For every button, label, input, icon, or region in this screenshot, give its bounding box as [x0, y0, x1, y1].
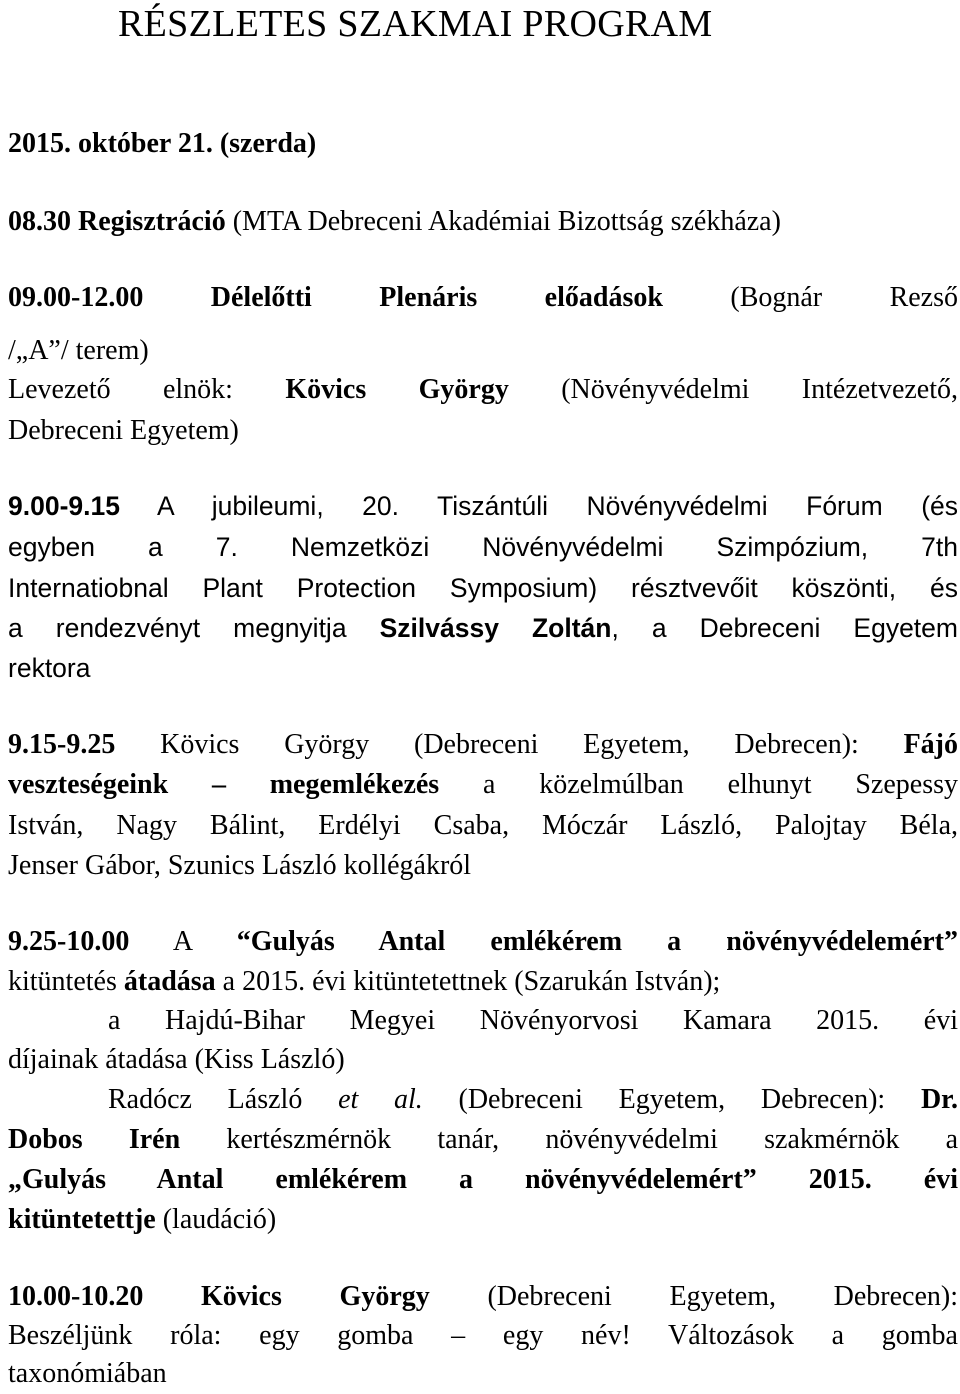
item2-text-3: István, Nagy Bálint, Erdélyi Csaba, Móczár László, Palojtay Béla,	[8, 810, 958, 841]
item1-line-4	[8, 608, 958, 648]
registration-location: (MTA Debreceni Akadémiai Bizottság székháza)	[232, 206, 781, 237]
item3-line-7	[8, 1160, 958, 1200]
item3-text-5d: Dr.	[920, 1084, 959, 1115]
item1-text-4a: a rendezvényt megnyitja	[8, 613, 347, 643]
item1-text-1: A jubileumi, 20. Tiszántúli Növényvédelmi Fórum (és	[157, 491, 959, 521]
chair-label: Levezető elnök:	[8, 374, 233, 405]
item4-text-1b: (Debreceni Egyetem, Debrecen):	[487, 1281, 959, 1312]
plenary-line-2	[8, 331, 958, 371]
item2-title-1: Fájó	[903, 729, 959, 760]
item2-text-4: Jenser Gábor, Szunics László kollégákról	[8, 850, 472, 881]
item1-line-5	[8, 648, 958, 688]
chair-affiliation: (Növényvédelmi Intézetvezető,	[561, 374, 959, 405]
item3-honoree-name: Dobos Irén	[8, 1124, 181, 1155]
item1-line-3	[8, 568, 958, 608]
plenary-line-1	[8, 278, 958, 318]
program-date	[8, 124, 958, 164]
plenary-title: 09.00-12.00 Délelőtti Plenáris előadások	[8, 282, 663, 313]
item3-text-3: a Hajdú-Bihar Megyei Növényorvosi Kamara 2015. évi	[108, 1005, 958, 1036]
item3-text-5a: Radócz László	[108, 1084, 303, 1115]
item1-text-4c: , a Debreceni Egyetem	[611, 613, 958, 643]
item4-line-1	[8, 1277, 958, 1317]
chair-name: Kövics György	[285, 374, 509, 405]
plenary-chair-line-2	[8, 411, 958, 451]
item3-line-5	[108, 1080, 958, 1120]
registration-time: 08.30 Regisztráció	[8, 206, 226, 237]
plenary-venue: (Bognár Rezső	[730, 282, 958, 313]
page-title: RÉSZLETES SZAKMAI PROGRAM	[118, 3, 713, 45]
item3-text-8b: (laudáció)	[162, 1204, 277, 1235]
item3-line-4	[8, 1040, 958, 1080]
item3-line-3	[108, 1001, 958, 1041]
item3-award-title: “Gulyás Antal emlékérem a növényvédelemért”	[236, 926, 958, 957]
item3-line-6	[8, 1120, 958, 1160]
item4-text-3: taxonómiában	[8, 1358, 167, 1389]
plenary-venue-room: /„A”/ terem)	[8, 335, 149, 366]
item3-text-2a: kitüntetés	[8, 966, 117, 997]
item4-text-2: Beszéljünk róla: egy gomba – egy név! Változások a gomba	[8, 1320, 958, 1351]
item4-speaker: Kövics György	[201, 1281, 430, 1312]
item3-text-1a: A	[172, 926, 192, 957]
item3-line-8	[8, 1200, 958, 1240]
item2-title-2: veszteségeink – megemlékezés	[8, 769, 440, 800]
item3-line-2	[8, 962, 958, 1002]
item3-text-5b: et al.	[338, 1084, 423, 1115]
item3-time: 9.25-10.00	[8, 926, 130, 957]
item1-text-3: Internatiobnal Plant Protection Symposium) résztvevőit köszönti, és	[8, 573, 958, 603]
item2-line-3	[8, 806, 958, 846]
item1-time: 9.00-9.15	[8, 491, 120, 521]
item3-line-1	[8, 922, 958, 962]
item1-text-5: rektora	[8, 653, 91, 683]
item3-text-2c: a 2015. évi kitüntetettnek (Szarukán István);	[222, 966, 721, 997]
item2-text-2b: a közelmúlban elhunyt Szepessy	[482, 769, 958, 800]
item1-text-2: egyben a 7. Nemzetközi Növényvédelmi Szimpózium, 7th	[8, 532, 958, 562]
item2-line-2	[8, 765, 958, 805]
item2-text-1a: Kövics György (Debreceni Egyetem, Debrecen):	[160, 729, 859, 760]
item3-text-4: díjainak átadása (Kiss László)	[8, 1044, 345, 1075]
item4-line-3	[8, 1354, 958, 1394]
item3-text-8a: kitüntetettje	[8, 1204, 156, 1235]
plenary-chair-line	[8, 370, 958, 410]
item1-line-2	[8, 527, 958, 567]
registration-line	[8, 202, 958, 242]
item3-text-7: „Gulyás Antal emlékérem a növényvédelemért” 2015. évi	[8, 1164, 958, 1195]
item3-text-6b: kertészmérnök tanár, növényvédelmi szakmérnök a	[226, 1124, 959, 1155]
item4-time: 10.00-10.20	[8, 1281, 144, 1312]
item2-line-4	[8, 846, 958, 886]
item1-line-1	[8, 486, 958, 526]
date-text: 2015. október 21. (szerda)	[8, 128, 317, 159]
chair-affiliation-2: Debreceni Egyetem)	[8, 415, 239, 446]
item2-time: 9.15-9.25	[8, 729, 116, 760]
item2-line-1	[8, 725, 958, 765]
item4-line-2	[8, 1316, 958, 1356]
item1-rector-name: Szilvássy Zoltán	[379, 613, 612, 643]
item3-text-5c: (Debreceni Egyetem, Debrecen):	[458, 1084, 886, 1115]
item3-text-2b: átadása	[123, 966, 216, 997]
